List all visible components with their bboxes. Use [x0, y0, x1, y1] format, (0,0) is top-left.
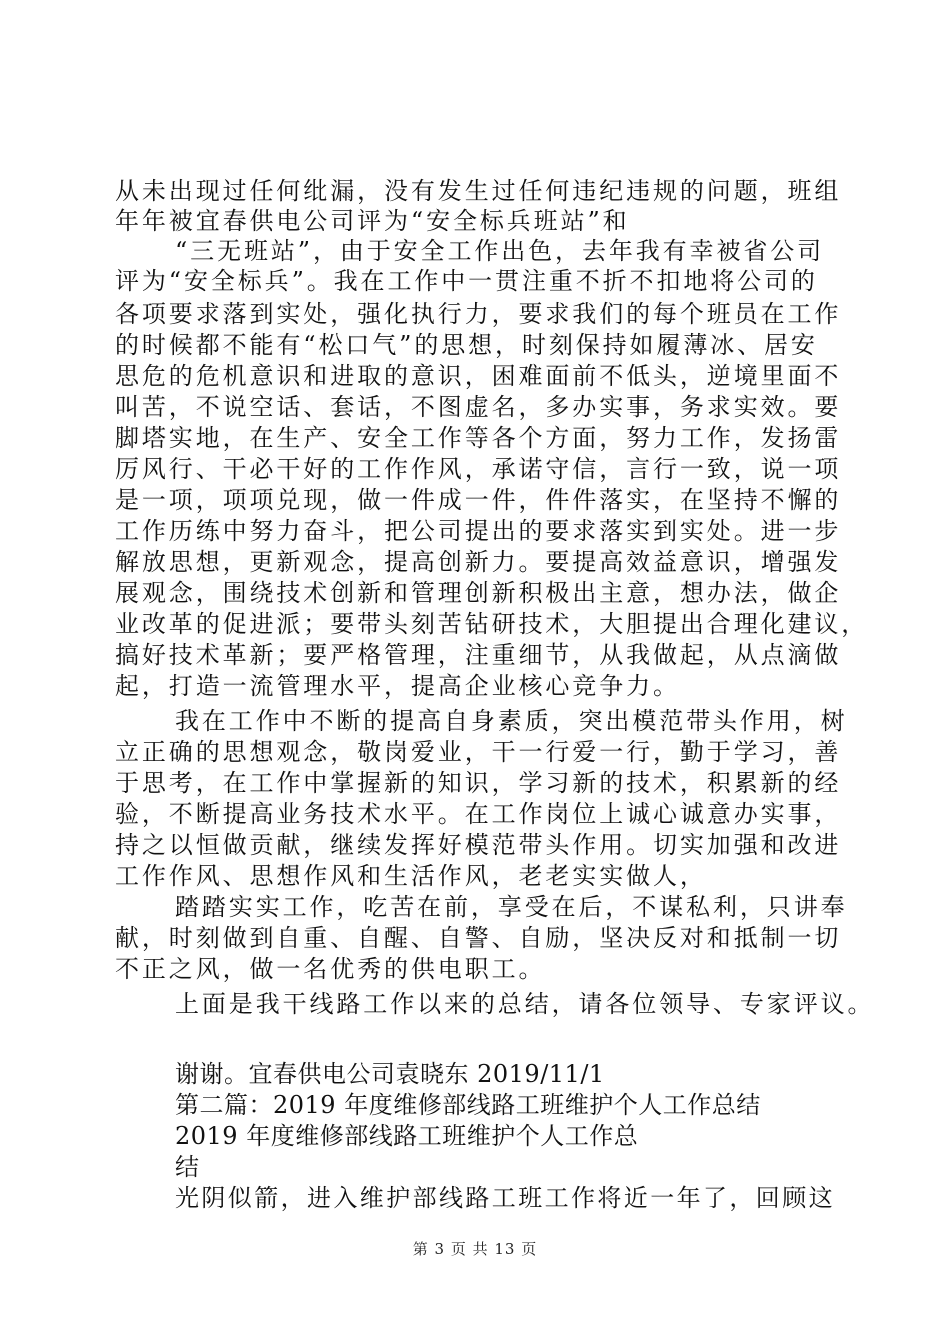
text-line-7: 思危的危机意识和进取的意识，困难面前不低头，逆境里面不 — [115, 362, 842, 390]
text-line-12: 工作历练中努力奋斗，把公司提出的要求落实到实处。进一步 — [115, 517, 842, 545]
text-line-32: 光阴似箭，进入维护部线路工班工作将近一年了，回顾这 — [175, 1184, 835, 1212]
text-line-5: 各项要求落到实处，强化执行力，要求我们的每个班员在工作 — [115, 300, 842, 328]
text-line-28: 谢谢。宜春供电公司袁晓东 2019/11/1 — [175, 1060, 605, 1088]
text-line-9: 脚塔实地，在生产、安全工作等各个方面，努力工作，发扬雷 — [115, 424, 842, 452]
text-line-17: 起，打造一流管理水平，提高企业核心竞争力。 — [115, 672, 680, 700]
text-line-25: 献，时刻做到自重、自醒、自警、自励，坚决反对和抵制一切 — [115, 924, 842, 952]
text-line-18: 我在工作中不断的提高自身素质，突出模范带头作用，树 — [175, 707, 848, 735]
text-line-3: “三无班站”，由于安全工作出色，去年我有幸被省公司 — [175, 237, 825, 265]
text-line-6: 的时候都不能有“松口气”的思想，时刻保持如履薄冰、居安 — [115, 331, 818, 359]
text-line-2: 年年被宜春供电公司评为“安全标兵班站”和 — [115, 207, 630, 235]
text-line-19: 立正确的思想观念，敬岗爱业，干一行爱一行，勤于学习，善 — [115, 738, 842, 766]
text-line-15: 业改革的促进派；要带头刻苦钻研技术，大胆提出合理化建议， — [115, 610, 869, 638]
text-line-8: 叫苦，不说空话、套话，不图虚名，多办实事，务求实效。要 — [115, 393, 842, 421]
text-line-10: 厉风行、干必干好的工作作风，承诺守信，言行一致，说一项 — [115, 455, 842, 483]
text-line-21: 验，不断提高业务技术水平。在工作岗位上诚心诚意办实事， — [115, 800, 842, 828]
text-line-4: 评为“安全标兵”。我在工作中一贯注重不折不扣地将公司的 — [115, 267, 818, 295]
text-line-14: 展观念，围绕技术创新和管理创新积极出主意，想办法，做企 — [115, 579, 842, 607]
text-line-16: 搞好技术革新；要严格管理，注重细节，从我做起，从点滴做 — [115, 641, 842, 669]
text-line-29: 第二篇：2019 年度维修部线路工班维护个人工作总结 — [175, 1091, 761, 1119]
text-line-13: 解放思想，更新观念，提高创新力。要提高效益意识，增强发 — [115, 548, 842, 576]
text-line-22: 持之以恒做贡献，继续发挥好模范带头作用。切实加强和改进 — [115, 831, 842, 859]
text-line-26: 不正之风，做一名优秀的供电职工。 — [115, 955, 546, 983]
text-line-30: 2019 年度维修部线路工班维护个人工作总 — [175, 1122, 639, 1150]
text-line-24: 踏踏实实工作，吃苦在前，享受在后，不谋私利，只讲奉 — [175, 893, 848, 921]
text-line-31: 结 — [175, 1153, 200, 1181]
text-line-23: 工作作风、思想作风和生活作风，老老实实做人， — [115, 862, 707, 890]
text-line-1: 从未出现过任何纰漏，没有发生过任何违纪违规的问题，班组 — [115, 177, 842, 205]
text-line-20: 于思考，在工作中掌握新的知识，学习新的技术，积累新的经 — [115, 769, 842, 797]
page-number-footer: 第 3 页 共 13 页 — [412, 1240, 538, 1258]
text-line-11: 是一项，项项兑现，做一件成一件，件件落实，在坚持不懈的 — [115, 486, 842, 514]
text-line-27: 上面是我干线路工作以来的总结，请各位领导、专家评议。 — [175, 990, 875, 1018]
